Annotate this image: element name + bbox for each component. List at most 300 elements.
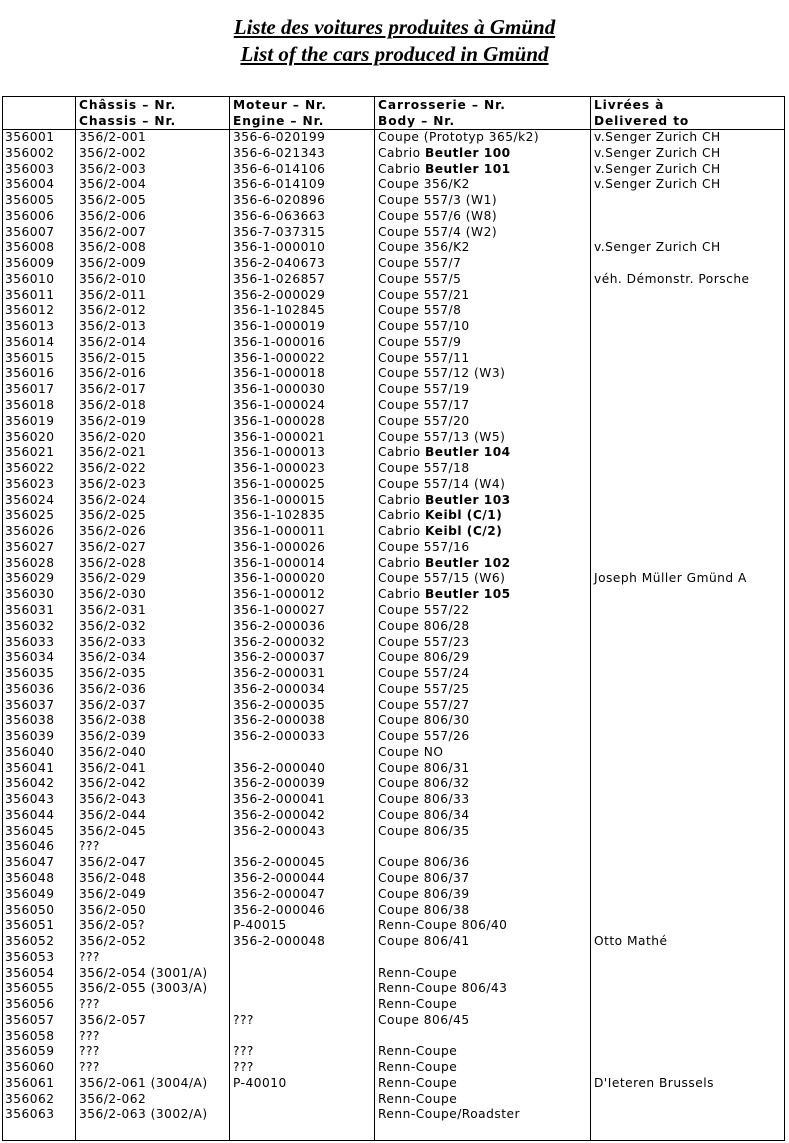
cell-chassis: 356/2-062	[79, 1091, 147, 1106]
table-row	[3, 682, 784, 698]
cell-body-maker: Beutler 105	[424, 587, 511, 602]
title-french: Liste des voitures produites à Gmünd	[233, 15, 556, 39]
cell-chassis: 356/2-007	[79, 224, 147, 239]
cell-body-text: Coupe 557/3 (W1)	[378, 193, 498, 208]
cell-car-number: 356005	[5, 193, 55, 208]
table-row	[3, 225, 784, 241]
table-row	[3, 1060, 784, 1076]
cell-body	[378, 997, 457, 1013]
cell-engine: 356-2-000037	[233, 650, 326, 665]
cell-body-text: Coupe 557/12 (W3)	[378, 366, 506, 381]
cell-body	[378, 698, 470, 714]
cell-car-number: 356006	[5, 208, 55, 223]
cell-chassis: 356/2-042	[79, 776, 147, 791]
cell-body	[378, 903, 470, 919]
cell-engine: 356-1-000024	[233, 398, 326, 413]
cell-body-text: Coupe 557/13 (W5)	[378, 429, 506, 444]
cell-engine: P-40010	[233, 1075, 287, 1090]
cell-engine: 356-1-000018	[233, 366, 326, 381]
table-row	[3, 808, 784, 824]
cell-engine: 356-6-020896	[233, 193, 326, 208]
cell-body	[378, 571, 505, 587]
cell-car-number: 356014	[5, 334, 55, 349]
cell-engine: 356-1-000011	[233, 524, 326, 539]
table-row	[3, 635, 784, 651]
header-chassis-fr: Châssis – Nr.	[79, 98, 177, 112]
cell-body	[378, 430, 505, 446]
cell-car-number: 356029	[5, 571, 55, 586]
cell-chassis: ???	[79, 1028, 100, 1043]
cell-body	[378, 272, 461, 288]
table-row	[3, 855, 784, 871]
cell-car-number: 356012	[5, 303, 55, 318]
cell-chassis: 356/2-034	[79, 650, 147, 665]
cell-body	[378, 1076, 457, 1092]
cell-body-text: Coupe 557/22	[378, 602, 470, 617]
cell-body	[378, 256, 461, 272]
cell-chassis: 356/2-008	[79, 240, 147, 255]
table-row	[3, 240, 784, 256]
cell-engine: 356-2-000034	[233, 681, 326, 696]
cell-engine: 356-2-000029	[233, 287, 326, 302]
cell-delivered: D'Ieteren Brussels	[594, 1075, 714, 1090]
cell-car-number: 356036	[5, 681, 55, 696]
table-row	[3, 272, 784, 288]
cell-chassis: 356/2-054 (3001/A)	[79, 965, 208, 980]
table-row	[3, 130, 784, 146]
table-row	[3, 950, 784, 966]
cell-body-text: Coupe 806/29	[378, 650, 470, 665]
cell-chassis: 356/2-061 (3004/A)	[79, 1075, 208, 1090]
cell-body	[378, 477, 505, 493]
cell-chassis: 356/2-050	[79, 902, 147, 917]
cell-body-text: Cabrio	[378, 445, 425, 460]
cell-car-number: 356030	[5, 587, 55, 602]
cell-body-text: Coupe 806/45	[378, 1012, 470, 1027]
cell-body-text: Coupe 356/K2	[378, 240, 470, 255]
table-row	[3, 571, 784, 587]
cell-body-text: Coupe 806/28	[378, 618, 470, 633]
table-row	[3, 288, 784, 304]
cell-car-number: 356037	[5, 697, 55, 712]
cell-body-maker: Beutler 102	[424, 555, 511, 570]
table-row	[3, 445, 784, 461]
cell-body-text: Coupe 806/31	[378, 760, 470, 775]
cell-engine: 356-1-000015	[233, 492, 326, 507]
table-row	[3, 1092, 784, 1108]
cell-body	[378, 871, 470, 887]
cell-car-number: 356015	[5, 350, 55, 365]
cell-engine: 356-7-037315	[233, 224, 326, 239]
cell-engine: ???	[233, 1012, 254, 1027]
cell-body-text: Cabrio	[378, 555, 425, 570]
cell-engine: 356-1-000030	[233, 382, 326, 397]
cell-engine: 356-2-000033	[233, 729, 326, 744]
cell-car-number: 356057	[5, 1012, 55, 1027]
cell-body-text: Renn-Coupe/Roadster	[378, 1107, 521, 1122]
cell-body-text: Coupe 806/41	[378, 934, 470, 949]
cell-car-number: 356046	[5, 839, 55, 854]
cell-engine: 356-1-000026	[233, 539, 326, 554]
cell-chassis: 356/2-015	[79, 350, 147, 365]
cell-engine: 356-2-000042	[233, 807, 326, 822]
table-row	[3, 887, 784, 903]
cell-chassis: 356/2-057	[79, 1012, 147, 1027]
cell-body	[378, 603, 470, 619]
cell-car-number: 356010	[5, 271, 55, 286]
cell-engine: P-40015	[233, 918, 287, 933]
cell-delivered: véh. Démonstr. Porsche	[594, 271, 750, 286]
header-body	[378, 97, 506, 130]
cell-chassis: 356/2-036	[79, 681, 147, 696]
cell-body	[378, 177, 470, 193]
cell-car-number: 356041	[5, 760, 55, 775]
table-row	[3, 146, 784, 162]
table-row	[3, 966, 784, 982]
table-row	[3, 193, 784, 209]
cell-body-text: Coupe 557/17	[378, 398, 470, 413]
cell-car-number: 356034	[5, 650, 55, 665]
cell-car-number: 356051	[5, 918, 55, 933]
cell-engine: 356-2-000038	[233, 713, 326, 728]
cell-delivered: v.Senger Zurich CH	[594, 177, 721, 192]
table-row	[3, 729, 784, 745]
cell-chassis: 356/2-035	[79, 666, 147, 681]
cell-body-text: Renn-Coupe 806/40	[378, 918, 508, 933]
header-delivered-fr: Livrées à	[594, 98, 665, 112]
table-row	[3, 382, 784, 398]
cell-chassis: 356/2-030	[79, 587, 147, 602]
cell-engine: 356-1-000021	[233, 429, 326, 444]
cell-car-number: 356028	[5, 555, 55, 570]
cell-chassis: 356/2-039	[79, 729, 147, 744]
cell-body-text: Coupe 557/20	[378, 413, 470, 428]
cell-car-number: 356003	[5, 161, 55, 176]
cell-engine: 356-1-000020	[233, 571, 326, 586]
cell-car-number: 356011	[5, 287, 55, 302]
cell-body-text: Coupe 557/14 (W4)	[378, 476, 506, 491]
cell-body	[378, 808, 470, 824]
table-row	[3, 477, 784, 493]
table-row	[3, 162, 784, 178]
table-row	[3, 587, 784, 603]
cell-engine: 356-1-000022	[233, 350, 326, 365]
cell-engine: 356-1-000016	[233, 334, 326, 349]
cell-body-text: Coupe 557/25	[378, 681, 470, 696]
cell-body-maker: Keibl (C/2)	[424, 524, 503, 539]
cell-body	[378, 855, 470, 871]
table-row	[3, 540, 784, 556]
cell-delivered: v.Senger Zurich CH	[594, 130, 721, 144]
table-row	[3, 1029, 784, 1045]
table-row	[3, 430, 784, 446]
cell-chassis: 356/2-052	[79, 934, 147, 949]
cell-body-text: Coupe 806/34	[378, 807, 470, 822]
table-row	[3, 398, 784, 414]
cell-engine: 356-1-000027	[233, 602, 326, 617]
cell-engine: 356-6-021343	[233, 145, 326, 160]
cell-chassis: ???	[79, 949, 100, 964]
cell-car-number: 356024	[5, 492, 55, 507]
cell-delivered: v.Senger Zurich CH	[594, 240, 721, 255]
header-body-en: Body – Nr.	[378, 113, 456, 128]
cell-engine: 356-2-000047	[233, 886, 326, 901]
cell-car-number: 356020	[5, 429, 55, 444]
cell-car-number: 356053	[5, 949, 55, 964]
cell-chassis: ???	[79, 1044, 100, 1059]
cell-car-number: 356017	[5, 382, 55, 397]
table-row	[3, 698, 784, 714]
cell-engine: 356-1-000013	[233, 445, 326, 460]
cell-chassis: 356/2-040	[79, 744, 147, 759]
cell-body-text: Coupe 356/K2	[378, 177, 470, 192]
cell-car-number: 356016	[5, 366, 55, 381]
cell-chassis: 356/2-017	[79, 382, 147, 397]
cell-body-text: Coupe 557/6 (W8)	[378, 208, 498, 223]
cell-chassis: 356/2-022	[79, 461, 147, 476]
header-delivered-en: Delivered to	[594, 113, 690, 128]
cell-body-text: Coupe 557/15 (W6)	[378, 571, 506, 586]
cell-body	[378, 824, 470, 840]
cell-body	[378, 398, 470, 414]
cell-chassis: 356/2-031	[79, 602, 147, 617]
cell-chassis: 356/2-016	[79, 366, 147, 381]
cell-body-text: Coupe 557/7	[378, 256, 462, 271]
table-row	[3, 414, 784, 430]
cell-chassis: 356/2-011	[79, 287, 147, 302]
cell-body	[378, 666, 470, 682]
cell-chassis: 356/2-012	[79, 303, 147, 318]
cell-engine: 356-2-000046	[233, 902, 326, 917]
table-row	[3, 824, 784, 840]
header-engine-en: Engine – Nr.	[233, 113, 325, 128]
cell-engine: 356-2-000045	[233, 855, 326, 870]
cell-body-text: Cabrio	[378, 145, 425, 160]
cell-body	[378, 1044, 457, 1060]
cell-body-text: Cabrio	[378, 492, 425, 507]
cell-car-number: 356042	[5, 776, 55, 791]
cell-engine: 356-2-000031	[233, 666, 326, 681]
cell-car-number: 356013	[5, 319, 55, 334]
cell-car-number: 356052	[5, 934, 55, 949]
table-row	[3, 934, 784, 950]
cell-body-text: Coupe 557/24	[378, 666, 470, 681]
cell-body-text: Coupe 806/37	[378, 870, 470, 885]
cell-car-number: 356004	[5, 177, 55, 192]
cell-body	[378, 225, 497, 241]
cell-body	[378, 1092, 457, 1108]
cell-body-text: Coupe 806/35	[378, 823, 470, 838]
cell-engine: 356-2-000032	[233, 634, 326, 649]
cell-body	[378, 445, 511, 461]
cell-car-number: 356062	[5, 1091, 55, 1106]
cell-car-number: 356050	[5, 902, 55, 917]
cell-delivered: Joseph Müller Gmünd A	[594, 571, 747, 586]
cell-delivered: Otto Mathé	[594, 934, 668, 949]
cell-engine: 356-2-000035	[233, 697, 326, 712]
cell-chassis: 356/2-024	[79, 492, 147, 507]
cell-car-number: 356032	[5, 618, 55, 633]
cell-body-text: Cabrio	[378, 587, 425, 602]
cell-body	[378, 524, 502, 540]
cell-car-number: 356055	[5, 981, 55, 996]
cell-car-number: 356001	[5, 130, 55, 144]
cell-body-text: Coupe NO	[378, 744, 444, 759]
cell-engine: 356-1-000012	[233, 587, 326, 602]
cell-car-number: 356058	[5, 1028, 55, 1043]
cell-chassis: ???	[79, 997, 100, 1012]
cell-body-text: Coupe 806/38	[378, 902, 470, 917]
cell-body	[378, 635, 470, 651]
cell-body-text: Coupe 557/11	[378, 350, 470, 365]
cell-body-maker: Beutler 101	[424, 161, 511, 176]
header-engine-fr: Moteur – Nr.	[233, 98, 327, 112]
cell-engine: 356-1-000028	[233, 413, 326, 428]
cell-car-number: 356044	[5, 807, 55, 822]
header-delivered	[594, 97, 689, 130]
cell-engine: 356-1-102845	[233, 303, 326, 318]
cell-delivered: v.Senger Zurich CH	[594, 161, 721, 176]
cell-chassis: 356/2-014	[79, 334, 147, 349]
cell-body	[378, 587, 511, 603]
cell-chassis: 356/2-003	[79, 161, 147, 176]
cell-engine: 356-2-000039	[233, 776, 326, 791]
cell-body	[378, 934, 470, 950]
cell-chassis: 356/2-063 (3002/A)	[79, 1107, 208, 1122]
cell-chassis: ???	[79, 839, 100, 854]
cell-engine: 356-2-000036	[233, 618, 326, 633]
cell-body-text: Coupe 806/36	[378, 855, 470, 870]
cell-car-number: 356056	[5, 997, 55, 1012]
cell-body	[378, 382, 470, 398]
cell-car-number: 356009	[5, 256, 55, 271]
cell-engine: 356-1-000025	[233, 476, 326, 491]
cell-body	[378, 366, 505, 382]
cell-car-number: 356008	[5, 240, 55, 255]
cell-body	[378, 1060, 457, 1076]
cell-chassis: 356/2-045	[79, 823, 147, 838]
cell-chassis: 356/2-005	[79, 193, 147, 208]
header-body-fr: Carrosserie – Nr.	[378, 98, 506, 112]
cell-chassis: 356/2-029	[79, 571, 147, 586]
cell-chassis: 356/2-019	[79, 413, 147, 428]
table-row	[3, 997, 784, 1013]
table-row	[3, 666, 784, 682]
table-row	[3, 745, 784, 761]
cell-body-text: Coupe 557/4 (W2)	[378, 224, 498, 239]
table-row	[3, 209, 784, 225]
cell-chassis: 356/2-047	[79, 855, 147, 870]
cell-body	[378, 792, 470, 808]
cell-body	[378, 493, 511, 509]
cell-car-number: 356033	[5, 634, 55, 649]
table-row	[3, 713, 784, 729]
cell-chassis: 356/2-043	[79, 792, 147, 807]
cell-engine: 356-6-014109	[233, 177, 326, 192]
cell-chassis: 356/2-055 (3003/A)	[79, 981, 208, 996]
cell-engine: 356-2-000043	[233, 823, 326, 838]
cell-chassis: 356/2-021	[79, 445, 147, 460]
table-body	[3, 130, 784, 1123]
cell-body-text: Coupe 557/8	[378, 303, 462, 318]
table-row	[3, 524, 784, 540]
cell-body	[378, 319, 470, 335]
table-row	[3, 1076, 784, 1092]
cell-car-number: 356048	[5, 870, 55, 885]
cell-car-number: 356035	[5, 666, 55, 681]
table-row	[3, 1044, 784, 1060]
cell-chassis: 356/2-033	[79, 634, 147, 649]
cell-chassis: 356/2-027	[79, 539, 147, 554]
table-row	[3, 1013, 784, 1029]
cell-body	[378, 209, 497, 225]
cell-body-text: Coupe 557/27	[378, 697, 470, 712]
header-engine	[233, 97, 327, 130]
cell-chassis: 356/2-048	[79, 870, 147, 885]
cell-body	[378, 682, 470, 698]
cell-body	[378, 288, 470, 304]
table-row	[3, 903, 784, 919]
table-row	[3, 177, 784, 193]
table-row	[3, 351, 784, 367]
cell-body	[378, 713, 470, 729]
cell-body-text: Coupe 806/33	[378, 792, 470, 807]
cell-body	[378, 1107, 520, 1123]
cell-delivered: v.Senger Zurich CH	[594, 145, 721, 160]
cell-chassis: 356/2-006	[79, 208, 147, 223]
cell-car-number: 356049	[5, 886, 55, 901]
cell-car-number: 356063	[5, 1107, 55, 1122]
table-row	[3, 650, 784, 666]
cars-table	[2, 96, 785, 1141]
title-english: List of the cars produced in Gmünd	[240, 42, 549, 66]
cell-body	[378, 761, 470, 777]
cell-car-number: 356021	[5, 445, 55, 460]
cell-body-text: Coupe 806/39	[378, 886, 470, 901]
cell-body	[378, 335, 461, 351]
cell-chassis: 356/2-004	[79, 177, 147, 192]
cell-chassis: 356/2-020	[79, 429, 147, 444]
table-row	[3, 981, 784, 997]
cell-engine: 356-1-000010	[233, 240, 326, 255]
table-row	[3, 461, 784, 477]
table-row	[3, 619, 784, 635]
cell-car-number: 356040	[5, 744, 55, 759]
cell-body	[378, 508, 502, 524]
cell-engine: 356-2-040673	[233, 256, 326, 271]
cell-chassis: 356/2-001	[79, 130, 147, 144]
cell-body	[378, 745, 444, 761]
table-row	[3, 556, 784, 572]
cell-car-number: 356031	[5, 602, 55, 617]
cell-chassis: 356/2-041	[79, 760, 147, 775]
table-row	[3, 792, 784, 808]
cell-engine: ???	[233, 1060, 254, 1075]
cell-body-text: Coupe 557/16	[378, 539, 470, 554]
cell-engine: 356-1-000014	[233, 555, 326, 570]
cell-chassis: 356/2-038	[79, 713, 147, 728]
cell-chassis: 356/2-028	[79, 555, 147, 570]
cell-car-number: 356022	[5, 461, 55, 476]
cell-engine: 356-2-000048	[233, 934, 326, 949]
cell-body-text: Renn-Coupe	[378, 1091, 458, 1106]
cell-engine: 356-1-000023	[233, 461, 326, 476]
cell-car-number: 356043	[5, 792, 55, 807]
table-row	[3, 366, 784, 382]
cell-body	[378, 556, 511, 572]
cell-car-number: 356059	[5, 1044, 55, 1059]
cell-body-text: Renn-Coupe	[378, 997, 458, 1012]
